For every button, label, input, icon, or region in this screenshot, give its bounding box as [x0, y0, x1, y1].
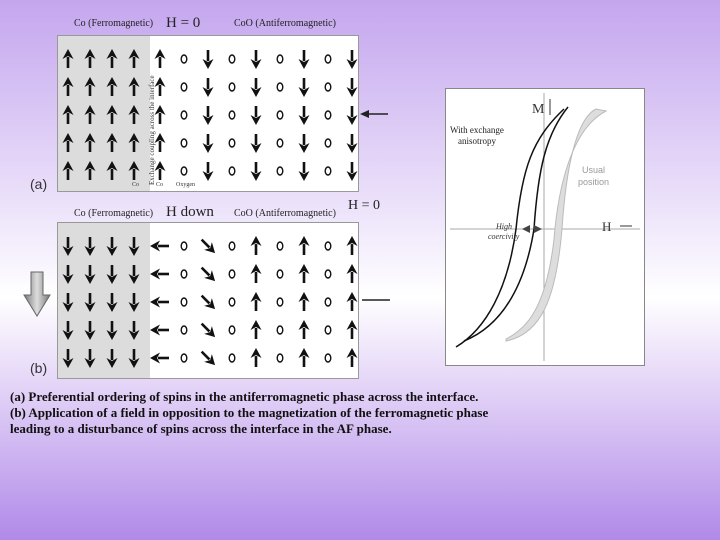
coercivity-label-line1: High	[496, 222, 512, 231]
usual-loop	[506, 109, 606, 341]
hysteresis-panel	[445, 88, 645, 366]
hysteresis-svg	[446, 89, 644, 365]
caption-line-1: (a) Preferential ordering of spins in the antiferromagnetic phase across the interface.	[10, 389, 479, 404]
panel-a-center-title: H = 0	[166, 15, 201, 31]
interface-label: Exchange coupling across the interface	[148, 75, 156, 185]
exchange-label-line1: With exchange	[450, 125, 504, 135]
coercivity-label-line2: coercivity	[488, 232, 520, 241]
panel-a-bottom-label-2: Co	[156, 182, 164, 188]
field-direction-arrow	[24, 272, 50, 316]
panel-a-tag: (a)	[30, 176, 48, 192]
panel-b-tag: (b)	[30, 360, 48, 376]
coercivity-arrow-right	[534, 225, 542, 233]
field-label: H = 0	[348, 198, 381, 213]
panel-b-right-title: CoO (Antiferromagnetic)	[234, 208, 336, 219]
panel-a-right-title: CoO (Antiferromagnetic)	[234, 18, 336, 29]
usual-label-line1: Usual	[582, 165, 606, 175]
panel-a-bottom-label-3: Oxygen	[176, 182, 195, 188]
panel-a-pointer-arrow	[360, 110, 388, 118]
panel-b-left-title: Co (Ferromagnetic)	[74, 208, 154, 219]
h-label: H	[602, 219, 612, 234]
m-label: M	[532, 102, 545, 117]
exchange-label-line2: anisotropy	[458, 136, 496, 146]
figure-caption	[10, 389, 488, 437]
caption-line-3: leading to a disturbance of spins across the interface in the AF phase.	[10, 421, 392, 436]
panel-b-center-title: H down	[166, 204, 214, 220]
panel-a-bottom-label-1: Co	[132, 182, 140, 188]
usual-label-line2: position	[578, 177, 610, 187]
coercivity-arrow-left	[522, 225, 530, 233]
caption-line-2: (b) Application of a field in opposition to the magnetization of the ferromagnetic phase	[10, 405, 489, 420]
panel-a-left-title: Co (Ferromagnetic)	[74, 18, 154, 29]
